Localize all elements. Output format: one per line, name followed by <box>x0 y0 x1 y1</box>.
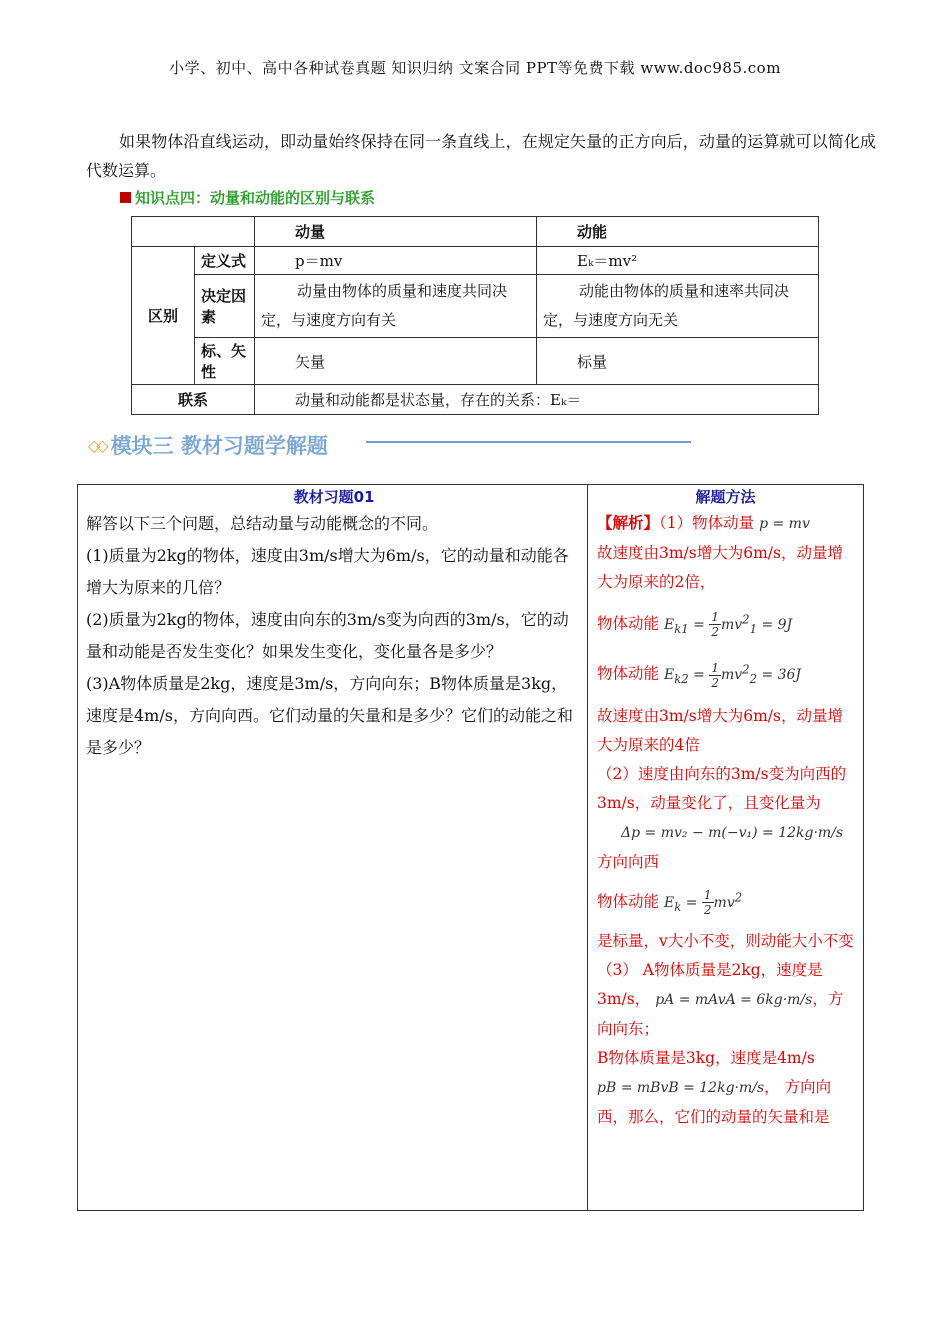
red-square-icon <box>120 192 131 203</box>
solution-text: 方向向西 <box>597 852 660 871</box>
formula-p: p = mv <box>759 516 810 532</box>
solution-text: 故速度由3m/s增大为6m/s，动量增大为原来的2倍， <box>597 544 843 591</box>
question-3: (3)A物体质量是2kg，速度是3m/s，方向向东；B物体质量是3kg，速度是4m/s，方向向西。它们动量的矢量和是多少？它们的动能之和是多少？ <box>86 674 573 757</box>
comparison-table <box>131 216 819 415</box>
formula-ek1: $E_{k1}$ = $\frac{1}{2}$ $mv^2_1 = 9J$ <box>663 610 793 640</box>
page-header: 小学、初中、高中各种试卷真题 知识归纳 文案合同 PPT等免费下载 www.doc985.com <box>169 59 781 77</box>
solution-text: （1）物体动量 <box>659 514 755 532</box>
formula-pa: pA = mAvA = 6kg·m/s <box>655 992 813 1009</box>
formula-pb: pB = mBvB = 12kg·m/s <box>597 1080 765 1097</box>
cell-kinetic: 动能由物体的质量和速率共同决定，与速度方向无关 <box>537 275 819 338</box>
header-momentum: 动量 <box>255 217 537 247</box>
exercise-intro: 解答以下三个问题，总结动量与动能概念的不同。 <box>86 514 439 533</box>
solution-column <box>597 486 854 1132</box>
row-label: 标、矢性 <box>195 338 255 385</box>
solution-text: （3） A物体质量是2kg，速度是3m/s， pA = mAvA = 6kg·m/s，方向向东； <box>597 961 844 1039</box>
group-diff: 区别 <box>132 247 195 385</box>
diamond-icon: ◇◇ <box>88 435 105 455</box>
exercise-divider <box>587 484 588 1210</box>
solution-text: B物体质量是3kg，速度是4m/s <box>597 1049 815 1068</box>
cell-momentum: 动量由物体的质量和速度共同决定，与速度方向有关 <box>255 275 537 338</box>
solution-text: 物体动能 <box>597 665 660 684</box>
cell-momentum: p＝mv <box>255 247 537 275</box>
module-rule <box>366 441 691 443</box>
question-2: (2)质量为2kg的物体，速度由向东的3m/s变为向西的3m/s，它的动量和动能是否发生变化？如果发生变化，变化量各是多少？ <box>86 610 569 661</box>
row-label: 决定因素 <box>195 275 255 338</box>
cell-kinetic: Eₖ＝mv² <box>537 247 819 275</box>
module-title: 模块三 教材习题学解题 <box>110 434 328 458</box>
formula-ek: $E_k$ = $\frac{1}{2}$ $mv^2$ <box>663 888 743 918</box>
solution-text: 物体动能 <box>597 892 660 911</box>
row-label: 定义式 <box>195 247 255 275</box>
cell-momentum: 矢量 <box>255 338 537 385</box>
relation-text: 动量和动能都是状态量，存在的关系：Eₖ＝ <box>255 385 819 415</box>
solution-text: 故速度由3m/s增大为6m/s，动量增大为原来的4倍 <box>597 706 843 754</box>
exercise-header: 教材习题01 <box>293 488 375 506</box>
solution-header: 解题方法 <box>695 488 756 506</box>
solution-text: pB = mBvB = 12kg·m/s， 方向向西，那么，它们的动量的矢量和是 <box>597 1078 832 1127</box>
question-column <box>86 486 582 764</box>
module-heading <box>88 428 328 462</box>
header-kinetic: 动能 <box>537 217 819 247</box>
solution-text: （2）速度由向东的3m/s变为向西的3m/s，动量变化了，且变化量为 <box>597 764 847 812</box>
solution-text: 物体动能 <box>597 614 660 633</box>
formula-ek2: $E_{k2}$ = $\frac{1}{2}$ $mv^2_2 = 36J$ <box>663 660 802 690</box>
solution-tag: 【解析】 <box>597 513 660 532</box>
intro-paragraph: 如果物体沿直线运动，即动量始终保持在同一条直线上，在规定矢量的正方向后，动量的运算就可以简化成代数运算。 <box>86 132 876 180</box>
formula-dp: Δp = mv₂ − m(−v₁) = 12kg·m/s <box>621 824 844 841</box>
question-1: (1)质量为2kg的物体，速度由3m/s增大为6m/s，它的动量和动能各增大为原来的几倍？ <box>86 546 569 597</box>
relation-label: 联系 <box>132 385 255 415</box>
cell-kinetic: 标量 <box>537 338 819 385</box>
solution-text: 是标量，v大小不变，则动能大小不变 <box>597 932 854 951</box>
knowledge-point-title: 知识点四：动量和动能的区别与联系 <box>120 187 375 208</box>
